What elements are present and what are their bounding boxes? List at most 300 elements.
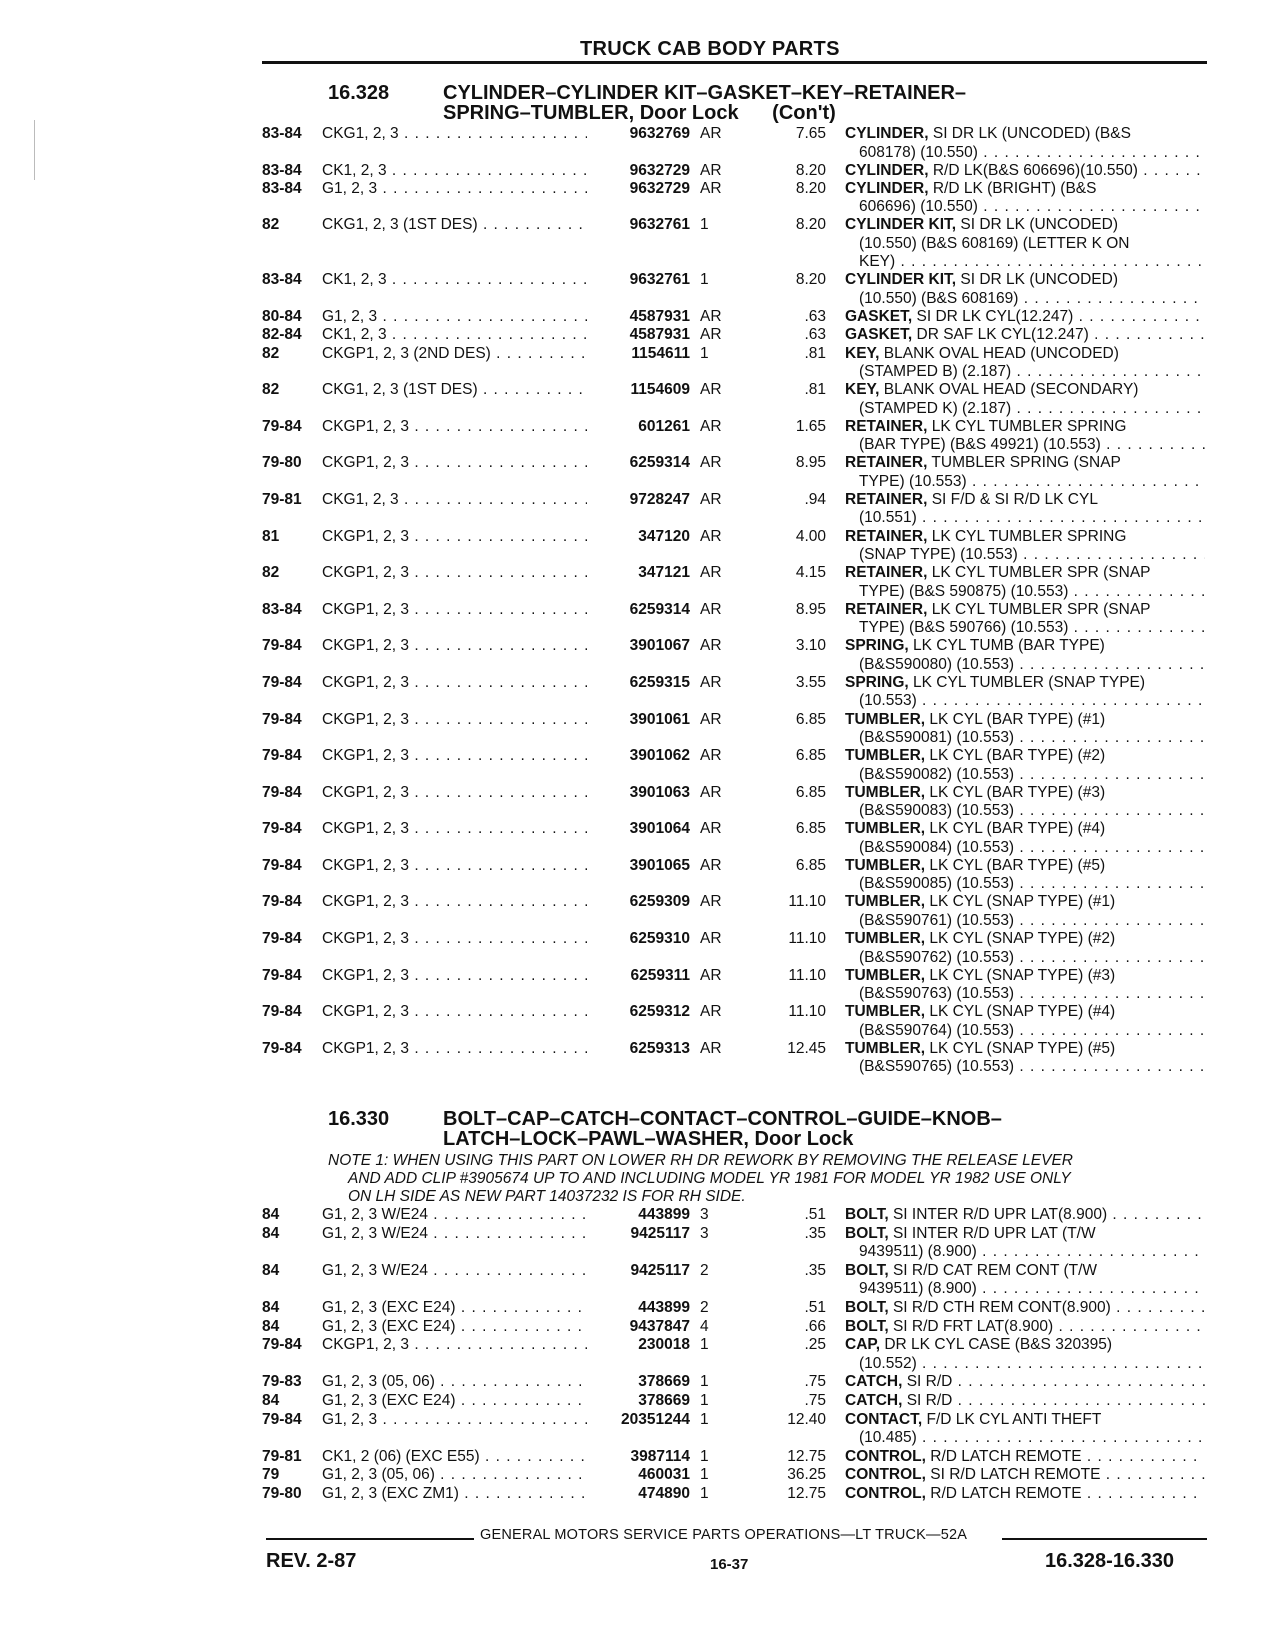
description-line [845, 564, 1205, 583]
quantity: 3 [700, 1224, 709, 1242]
section-title-components: LATCH–LOCK–PAWL–WASHER, [443, 1128, 749, 1150]
quantity: 1 [700, 1484, 709, 1502]
part-number: 9728247 [629, 490, 690, 508]
description-line [845, 436, 1205, 455]
quantity: AR [700, 527, 722, 545]
price: 7.65 [795, 125, 826, 142]
parts-row [0, 271, 1280, 308]
description-line [845, 1022, 1205, 1041]
description-text: SI R/D [906, 1391, 953, 1409]
description-text: (B&S590081) (10.553) [859, 729, 1015, 746]
part-number: 4587931 [629, 326, 690, 344]
description-line [845, 893, 1205, 912]
description-text: 608178) (10.550) [859, 143, 978, 161]
quantity: AR [700, 930, 722, 948]
model-year: 82 [262, 216, 280, 234]
description-text: (10.550) (B&S 608169) [859, 289, 1019, 307]
model-year: 79-80 [262, 454, 302, 472]
description-text: BLANK OVAL HEAD (SECONDARY) [883, 381, 1139, 399]
model-year: 79-84 [262, 1039, 302, 1057]
model-year: 83-84 [262, 600, 302, 618]
description-line [845, 1392, 1205, 1411]
description-text: SI DR LK (UNCODED) (B&S [932, 125, 1131, 142]
parts-row [0, 1262, 1280, 1299]
description-text: 606696) (10.550) [859, 198, 978, 216]
quantity: AR [700, 417, 722, 435]
description-line [845, 1058, 1205, 1077]
model-year: 79-84 [262, 783, 302, 801]
quantity: AR [700, 179, 722, 197]
model-applicability: CKGP1, 2, 3 . . . [322, 1336, 587, 1355]
model-applicability: CKGP1, 2, 3 . . . [322, 564, 587, 583]
quantity: AR [700, 161, 722, 179]
price: 8.20 [795, 179, 826, 197]
part-name: CONTROL, [845, 1466, 926, 1484]
part-description [845, 528, 1205, 565]
footer-publisher: GENERAL MOTORS SERVICE PARTS OPERATIONS—LT TRUCK—52A [480, 1527, 968, 1543]
description-text: DR LK CYL CASE (B&S 320395) [884, 1336, 1113, 1354]
note-line: NOTE 1: WHEN USING THIS PART ON LOWER RH DR REWORK BY REMOVING THE RELEASE LEVER [328, 1152, 1073, 1169]
title-rule [262, 61, 1207, 64]
model-applicability: CK1, 2, 3 . . . [322, 326, 587, 345]
part-number: 6259312 [629, 1003, 690, 1021]
model-applicability: CKGP1, 2, 3 . . . [322, 528, 587, 547]
description-text: SI R/D CAT REM CONT (T/W [892, 1261, 1098, 1279]
part-name: BOLT, [845, 1261, 889, 1279]
model-year: 79-84 [262, 966, 302, 984]
part-name: CYLINDER KIT, [845, 216, 957, 234]
model-year: 79-84 [262, 1003, 302, 1021]
parts-row [0, 967, 1280, 1004]
part-number: 9632761 [629, 216, 690, 234]
description-line [845, 1336, 1205, 1355]
part-number: 6259314 [629, 600, 690, 618]
description-line [845, 216, 1205, 235]
price: 12.75 [787, 1484, 826, 1502]
description-line [845, 528, 1205, 547]
price: .51 [804, 1206, 826, 1223]
quantity: 1 [700, 344, 709, 362]
description-text: DR SAF LK CYL(12.247) [916, 326, 1089, 344]
quantity: 2 [700, 1261, 709, 1279]
part-name: BOLT, [845, 1298, 889, 1316]
description-text: (10.552) [859, 1354, 917, 1372]
part-number: 460031 [638, 1466, 690, 1484]
part-description [845, 967, 1205, 1004]
description-line [845, 839, 1205, 858]
price: 11.10 [788, 1003, 826, 1021]
parts-list-16-330 [0, 1206, 1280, 1504]
description-text: LK CYL (BAR TYPE) (#4) [929, 820, 1106, 838]
quantity: AR [700, 490, 722, 508]
description-text: (10.550) (B&S 608169) (LETTER K ON [859, 234, 1130, 252]
description-line [845, 766, 1205, 785]
quantity: AR [700, 326, 722, 344]
description-text: (B&S590763) (10.553) [859, 985, 1015, 1003]
parts-row [0, 381, 1280, 418]
description-text: SI INTER R/D UPR LAT (T/W [892, 1224, 1096, 1242]
part-number: 6259311 [630, 966, 690, 984]
description-line [845, 912, 1205, 931]
parts-row [0, 528, 1280, 565]
price: 8.95 [795, 600, 826, 618]
model-applicability: CKGP1, 2, 3 . . . [322, 930, 587, 949]
description-text: LK CYL (SNAP TYPE) (#2) [929, 930, 1116, 948]
price: .63 [804, 326, 826, 344]
description-text: (B&S590082) (10.553) [859, 765, 1015, 783]
description-text: SI R/D LATCH REMOTE [930, 1466, 1101, 1484]
model-applicability: CKGP1, 2, 3 . . . [322, 454, 587, 473]
quantity: AR [700, 747, 722, 765]
description-text: TYPE) (10.553) [859, 472, 967, 490]
model-applicability: CKGP1, 2, 3 . . . [322, 418, 587, 437]
description-line [845, 363, 1205, 382]
section-title-line2 [443, 102, 836, 125]
description-line [845, 1003, 1205, 1022]
description-text: (B&S590085) (10.553) [859, 875, 1015, 893]
description-line [845, 985, 1205, 1004]
description-line [845, 1429, 1205, 1448]
description-line [845, 1373, 1205, 1392]
parts-row [0, 1466, 1280, 1485]
part-description [845, 674, 1205, 711]
parts-row [0, 637, 1280, 674]
description-line [845, 711, 1205, 730]
quantity: AR [700, 856, 722, 874]
part-name: RETAINER, [845, 454, 928, 472]
parts-row [0, 1040, 1280, 1077]
part-number: 3987114 [630, 1447, 690, 1465]
description-line [845, 1243, 1205, 1262]
part-name: RETAINER, [845, 417, 928, 435]
parts-row [0, 1485, 1280, 1504]
part-description [845, 491, 1205, 528]
section-title-line2 [443, 1128, 853, 1151]
part-name: GASKET, [845, 326, 913, 344]
description-text: (B&S590764) (10.553) [859, 1021, 1015, 1039]
parts-row [0, 326, 1280, 344]
quantity: AR [700, 381, 722, 399]
description-line [845, 180, 1205, 199]
part-number: 3901061 [629, 710, 690, 728]
quantity: 1 [700, 1410, 709, 1428]
part-name: SPRING, [845, 637, 909, 655]
part-name: BOLT, [845, 1206, 889, 1223]
description-line [845, 253, 1205, 272]
part-description [845, 180, 1205, 217]
part-description [845, 1392, 1205, 1411]
model-year: 79-84 [262, 1410, 302, 1428]
part-name: SPRING, [845, 673, 909, 691]
part-name: KEY, [845, 344, 880, 362]
parts-list-16-328 [0, 125, 1280, 1076]
model-applicability: CKGP1, 2, 3 . . . [322, 747, 587, 766]
description-line [845, 601, 1205, 620]
part-number: 3901065 [629, 856, 690, 874]
part-name: TUMBLER, [845, 1003, 926, 1021]
parts-row [0, 1392, 1280, 1411]
model-applicability: G1, 2, 3 (EXC E24) . . . [322, 1392, 587, 1411]
parts-row [0, 1225, 1280, 1262]
part-name: GASKET, [845, 307, 913, 325]
model-year: 79-84 [262, 893, 302, 911]
quantity: AR [700, 1039, 722, 1057]
page-number: 16-37 [710, 1556, 749, 1573]
description-text: 9439511) (8.900) [859, 1280, 977, 1298]
model-applicability: G1, 2, 3 W/E24 . . . [322, 1206, 587, 1225]
part-description [845, 1225, 1205, 1262]
description-text: (B&S590084) (10.553) [859, 838, 1015, 856]
price: .35 [804, 1261, 826, 1279]
model-applicability: CKGP1, 2, 3 . . . [322, 1003, 587, 1022]
description-line [845, 271, 1205, 290]
part-description [845, 1411, 1205, 1448]
description-line [845, 1448, 1205, 1467]
description-text: BLANK OVAL HEAD (UNCODED) [883, 344, 1119, 362]
section-subtitle: Door Lock [639, 102, 739, 124]
part-number: 9425117 [630, 1224, 690, 1242]
model-applicability: G1, 2, 3 . . . [322, 308, 587, 327]
description-line [845, 875, 1205, 894]
quantity: AR [700, 454, 722, 472]
description-line [845, 1299, 1205, 1318]
parts-row [0, 491, 1280, 528]
note-line: ON LH SIDE AS NEW PART 14037232 IS FOR RH SIDE. [348, 1188, 746, 1205]
quantity: AR [700, 637, 722, 655]
part-number: 3901063 [629, 783, 690, 801]
parts-row [0, 930, 1280, 967]
revision-label: REV. 2-87 [266, 1550, 357, 1572]
price: 11.10 [788, 893, 826, 911]
price: 3.55 [795, 673, 826, 691]
parts-row [0, 820, 1280, 857]
description-text: TUMBLER SPRING (SNAP [931, 454, 1121, 472]
description-text: LK CYL TUMBLER SPR (SNAP [931, 600, 1151, 618]
model-year: 79-84 [262, 930, 302, 948]
part-description [845, 784, 1205, 821]
description-text: LK CYL TUMB (BAR TYPE) [913, 637, 1105, 655]
price: .35 [804, 1224, 826, 1242]
description-text: LK CYL TUMBLER (SNAP TYPE) [913, 673, 1146, 691]
part-description [845, 271, 1205, 308]
quantity: 1 [700, 216, 709, 234]
price: .75 [804, 1391, 826, 1409]
part-number: 6259314 [629, 454, 690, 472]
parts-row [0, 564, 1280, 601]
part-name: CONTROL, [845, 1484, 926, 1502]
quantity: AR [700, 307, 722, 325]
parts-row [0, 747, 1280, 784]
description-text: (10.553) [859, 692, 917, 710]
part-description [845, 637, 1205, 674]
description-line [845, 729, 1205, 748]
model-applicability: CKGP1, 2, 3 . . . [322, 637, 587, 656]
part-description [845, 711, 1205, 748]
model-year: 83-84 [262, 179, 302, 197]
part-description [845, 564, 1205, 601]
model-year: 79-84 [262, 637, 302, 655]
part-number: 1154609 [630, 381, 690, 399]
model-applicability: CKGP1, 2, 3 . . . [322, 784, 587, 803]
footer-rule-left [266, 1538, 474, 1540]
model-year: 79-84 [262, 747, 302, 765]
price: 3.10 [795, 637, 826, 655]
parts-row [0, 1318, 1280, 1337]
part-number: 9425117 [630, 1261, 690, 1279]
price: 6.85 [795, 783, 826, 801]
description-text: LK CYL (BAR TYPE) (#1) [929, 710, 1106, 728]
part-number: 443899 [638, 1298, 690, 1316]
price: 12.75 [787, 1447, 826, 1465]
part-description [845, 454, 1205, 491]
description-text: (B&S590080) (10.553) [859, 655, 1015, 673]
section-range: 16.328-16.330 [1045, 1550, 1175, 1572]
description-text: LK CYL (BAR TYPE) (#2) [929, 747, 1106, 765]
parts-row [0, 674, 1280, 711]
parts-row [0, 418, 1280, 455]
description-line [845, 235, 1205, 254]
quantity: AR [700, 1003, 722, 1021]
price: .75 [804, 1373, 826, 1391]
description-text: (B&S590761) (10.553) [859, 911, 1015, 929]
part-description [845, 1262, 1205, 1299]
part-name: BOLT, [845, 1317, 889, 1335]
description-line [845, 546, 1205, 565]
part-name: CYLINDER, [845, 125, 929, 142]
description-text: LK CYL (SNAP TYPE) (#1) [929, 893, 1116, 911]
part-number: 6259313 [629, 1039, 690, 1057]
part-number: 378669 [638, 1373, 690, 1391]
part-number: 6259315 [629, 673, 690, 691]
quantity: AR [700, 564, 722, 582]
model-year: 83-84 [262, 125, 302, 142]
part-number: 378669 [638, 1391, 690, 1409]
part-name: BOLT, [845, 1224, 889, 1242]
part-description [845, 1448, 1205, 1467]
description-line [845, 491, 1205, 510]
description-text: (B&S590762) (10.553) [859, 948, 1015, 966]
price: .25 [804, 1336, 826, 1354]
description-line [845, 1206, 1205, 1225]
part-number: 9632729 [629, 161, 690, 179]
description-text: SI F/D & SI R/D LK CYL [931, 490, 1098, 508]
description-text: LK CYL TUMBLER SPRING [931, 417, 1127, 435]
model-applicability: CKGP1, 2, 3 . . . [322, 820, 587, 839]
model-applicability: G1, 2, 3 W/E24 . . . [322, 1262, 587, 1281]
section-subtitle: Door Lock [754, 1128, 854, 1150]
description-text: LK CYL TUMBLER SPRING [931, 527, 1127, 545]
parts-row [0, 1299, 1280, 1318]
model-year: 84 [262, 1206, 280, 1223]
description-line [845, 692, 1205, 711]
part-number: 9632761 [629, 271, 690, 289]
part-description [845, 893, 1205, 930]
description-line [845, 1040, 1205, 1059]
model-year: 84 [262, 1298, 280, 1316]
part-name: TUMBLER, [845, 747, 926, 765]
description-text: LK CYL (SNAP TYPE) (#4) [929, 1003, 1116, 1021]
part-number: 1154611 [631, 344, 690, 362]
part-description [845, 162, 1205, 181]
part-name: CATCH, [845, 1391, 903, 1409]
quantity: 1 [700, 1391, 709, 1409]
parts-row [0, 308, 1280, 326]
description-line [845, 418, 1205, 437]
model-applicability: G1, 2, 3 (EXC E24) . . . [322, 1299, 587, 1318]
part-description [845, 125, 1205, 162]
description-text: (BAR TYPE) (B&S 49921) (10.553) [859, 436, 1101, 454]
price: 36.25 [787, 1466, 826, 1484]
description-text: (STAMPED K) (2.187) [859, 399, 1012, 417]
section-number: 16.328 [328, 82, 390, 104]
part-name: CYLINDER, [845, 161, 929, 179]
model-year: 83-84 [262, 161, 302, 179]
description-text: LK CYL (BAR TYPE) (#3) [929, 783, 1106, 801]
model-year: 79-84 [262, 417, 302, 435]
model-applicability: G1, 2, 3 . . . [322, 180, 587, 199]
model-applicability: CK1, 2, 3 . . . [322, 162, 587, 181]
model-applicability: G1, 2, 3 . . . [322, 1411, 587, 1430]
description-line [845, 198, 1205, 217]
description-line [845, 1280, 1205, 1299]
quantity: AR [700, 600, 722, 618]
part-name: TUMBLER, [845, 710, 926, 728]
part-name: CONTACT, [845, 1410, 923, 1428]
part-description [845, 1206, 1205, 1225]
description-line [845, 326, 1205, 345]
parts-row [0, 893, 1280, 930]
description-line [845, 967, 1205, 986]
parts-row [0, 162, 1280, 180]
model-year: 79-80 [262, 1484, 302, 1502]
part-name: TUMBLER, [845, 1039, 926, 1057]
description-line [845, 400, 1205, 419]
part-name: RETAINER, [845, 527, 928, 545]
quantity: AR [700, 783, 722, 801]
part-description [845, 820, 1205, 857]
description-text: F/D LK CYL ANTI THEFT [926, 1410, 1102, 1428]
part-number: 20351244 [621, 1410, 690, 1428]
model-year: 84 [262, 1261, 280, 1279]
part-description [845, 216, 1205, 272]
model-year: 82-84 [262, 326, 302, 344]
description-line [845, 1466, 1205, 1485]
part-name: RETAINER, [845, 490, 928, 508]
part-description [845, 345, 1205, 382]
description-text: TYPE) (B&S 590875) (10.553) [859, 582, 1069, 600]
price: 11.10 [788, 930, 826, 948]
model-applicability: CKGP1, 2, 3 . . . [322, 857, 587, 876]
price: 8.20 [795, 271, 826, 289]
model-applicability: CKGP1, 2, 3 . . . [322, 1040, 587, 1059]
part-number: 347121 [638, 564, 690, 582]
description-line [845, 619, 1205, 638]
part-name: CAP, [845, 1336, 881, 1354]
model-applicability: CKGP1, 2, 3 . . . [322, 711, 587, 730]
part-name: CYLINDER KIT, [845, 271, 957, 289]
model-year: 79 [262, 1466, 280, 1484]
description-line [845, 381, 1205, 400]
part-number: 347120 [638, 527, 690, 545]
parts-row [0, 784, 1280, 821]
description-text: (B&S590083) (10.553) [859, 802, 1015, 820]
part-description [845, 747, 1205, 784]
quantity: 4 [700, 1317, 709, 1335]
part-description [845, 418, 1205, 455]
model-applicability: CKGP1, 2, 3 . . . [322, 674, 587, 693]
quantity: 1 [700, 1373, 709, 1391]
description-text: SI DR LK (UNCODED) [960, 271, 1119, 289]
